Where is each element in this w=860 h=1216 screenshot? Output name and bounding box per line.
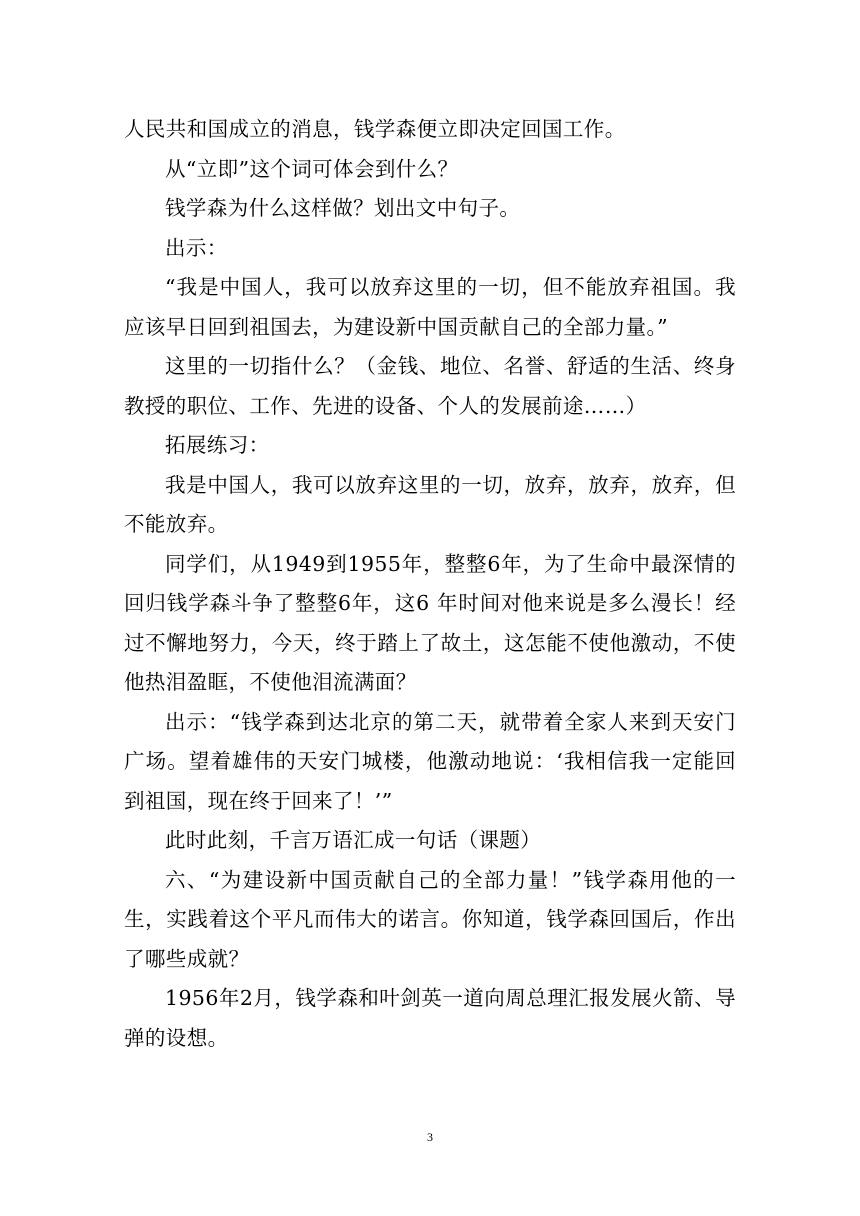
paragraph-question-why: 钱学森为什么这样做？划出文中句子。 [165,196,521,220]
paragraph-tiananmen-quote: 出示：“钱学森到达北京的第二天，就带着全家人来到天安门广场。望着雄伟的天安门城楼，他激动地说：‘我相信我一定能回到祖国，现在终于回来了！’” [124,709,736,813]
paragraph-everything-here: 这里的一切指什么？（金钱、地位、名誉、舒适的生活、终身教授的职位、工作、先进的设备、个人的发展前途……） [124,354,736,418]
paragraph-extension-label: 拓展练习： [165,433,270,457]
paragraph-continuation: 人民共和国成立的消息，钱学森便立即决定回国工作。 [124,117,626,141]
paragraph-quote-chinese: “我是中国人，我可以放弃这里的一切，但不能放弃祖国。我应该早日回到祖国去，为建设新中国贡献自己的全部力量。” [124,275,736,339]
paragraph-1956: 1956年2月，钱学森和叶剑英一道向周总理汇报发展火箭、导弹的设想。 [124,986,736,1050]
paragraph-six-years: 同学们，从1949到1955年，整整6年，为了生命中最深情的回归钱学森斗争了整整6年，这6 年时间对他来说是多么漫长！经过不懈地努力，今天，终于踏上了故土，这怎能不使他激动，不使他热泪盈眶，不使他泪流满面？ [124,551,736,694]
paragraph-show-label: 出示： [165,235,228,260]
paragraph-question-liji: 从“立即”这个词可体会到什么？ [165,156,459,181]
paragraph-topic: 此时此刻，千言万语汇成一句话（课题） [165,828,542,852]
paragraph-extension-exercise: 我是中国人，我可以放弃这里的一切，放弃，放弃，放弃，但不能放弃。 [124,472,736,536]
document-body [124,110,736,1058]
paragraph-section-six: 六、“为建设新中国贡献自己的全部力量！”钱学森用他的一生，实践着这个平凡而伟大的诺言。你知道，钱学森回国后，作出了哪些成就？ [124,867,736,971]
page-number: 3 [427,1130,433,1144]
